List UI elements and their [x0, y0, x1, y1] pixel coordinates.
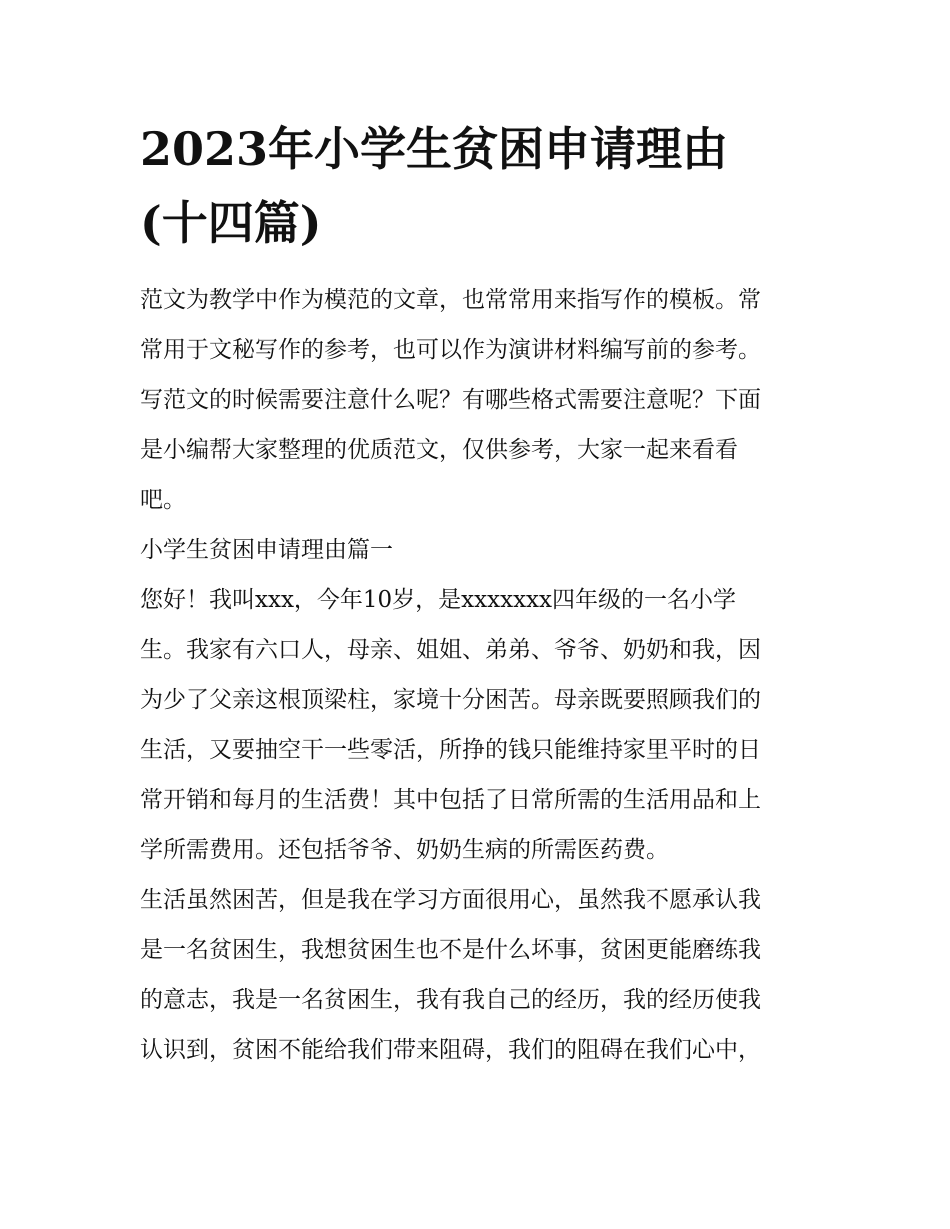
paragraph-line: 是一名贫困生，我想贫困生也不是什么坏事，贫困更能磨练我	[140, 937, 761, 963]
paragraph-line: 写范文的时候需要注意什么呢？有哪些格式需要注意呢？下面	[140, 387, 761, 413]
paragraph-line: 吧。	[140, 487, 186, 513]
paragraph-line: 生活虽然困苦，但是我在学习方面很用心，虽然我不愿承认我	[140, 887, 761, 913]
section-heading: 小学生贫困申请理由篇一	[140, 537, 393, 563]
paragraph-line: 您好！我叫xxx，今年10岁，是xxxxxxx四年级的一名小学	[140, 587, 736, 613]
title-line-1: 2023年小学生贫困申请理由	[140, 122, 729, 176]
paragraph-line: 为少了父亲这根顶梁柱，家境十分困苦。母亲既要照顾我们的	[140, 687, 761, 713]
paragraph-line: 常用于文秘写作的参考，也可以作为演讲材料编写前的参考。	[140, 337, 761, 363]
paragraph-line: 生活，又要抽空干一些零活，所挣的钱只能维持家里平时的日	[140, 737, 761, 763]
paragraph-line: 的意志，我是一名贫困生，我有我自己的经历，我的经历使我	[140, 987, 761, 1013]
paragraph-line: 生。我家有六口人，母亲、姐姐、弟弟、爷爷、奶奶和我，因	[140, 637, 761, 663]
paragraph-line: 学所需费用。还包括爷爷、奶奶生病的所需医药费。	[140, 837, 669, 863]
title-line-2: (十四篇)	[140, 196, 322, 250]
paragraph-line: 范文为教学中作为模范的文章，也常常用来指写作的模板。常	[140, 287, 761, 313]
paragraph-line: 是小编帮大家整理的优质范文，仅供参考，大家一起来看看	[140, 437, 738, 463]
document-title	[140, 112, 820, 260]
paragraph-line: 认识到，贫困不能给我们带来阻碍，我们的阻碍在我们心中，	[140, 1037, 761, 1063]
paragraph-line: 常开销和每月的生活费！其中包括了日常所需的生活用品和上	[140, 787, 761, 813]
